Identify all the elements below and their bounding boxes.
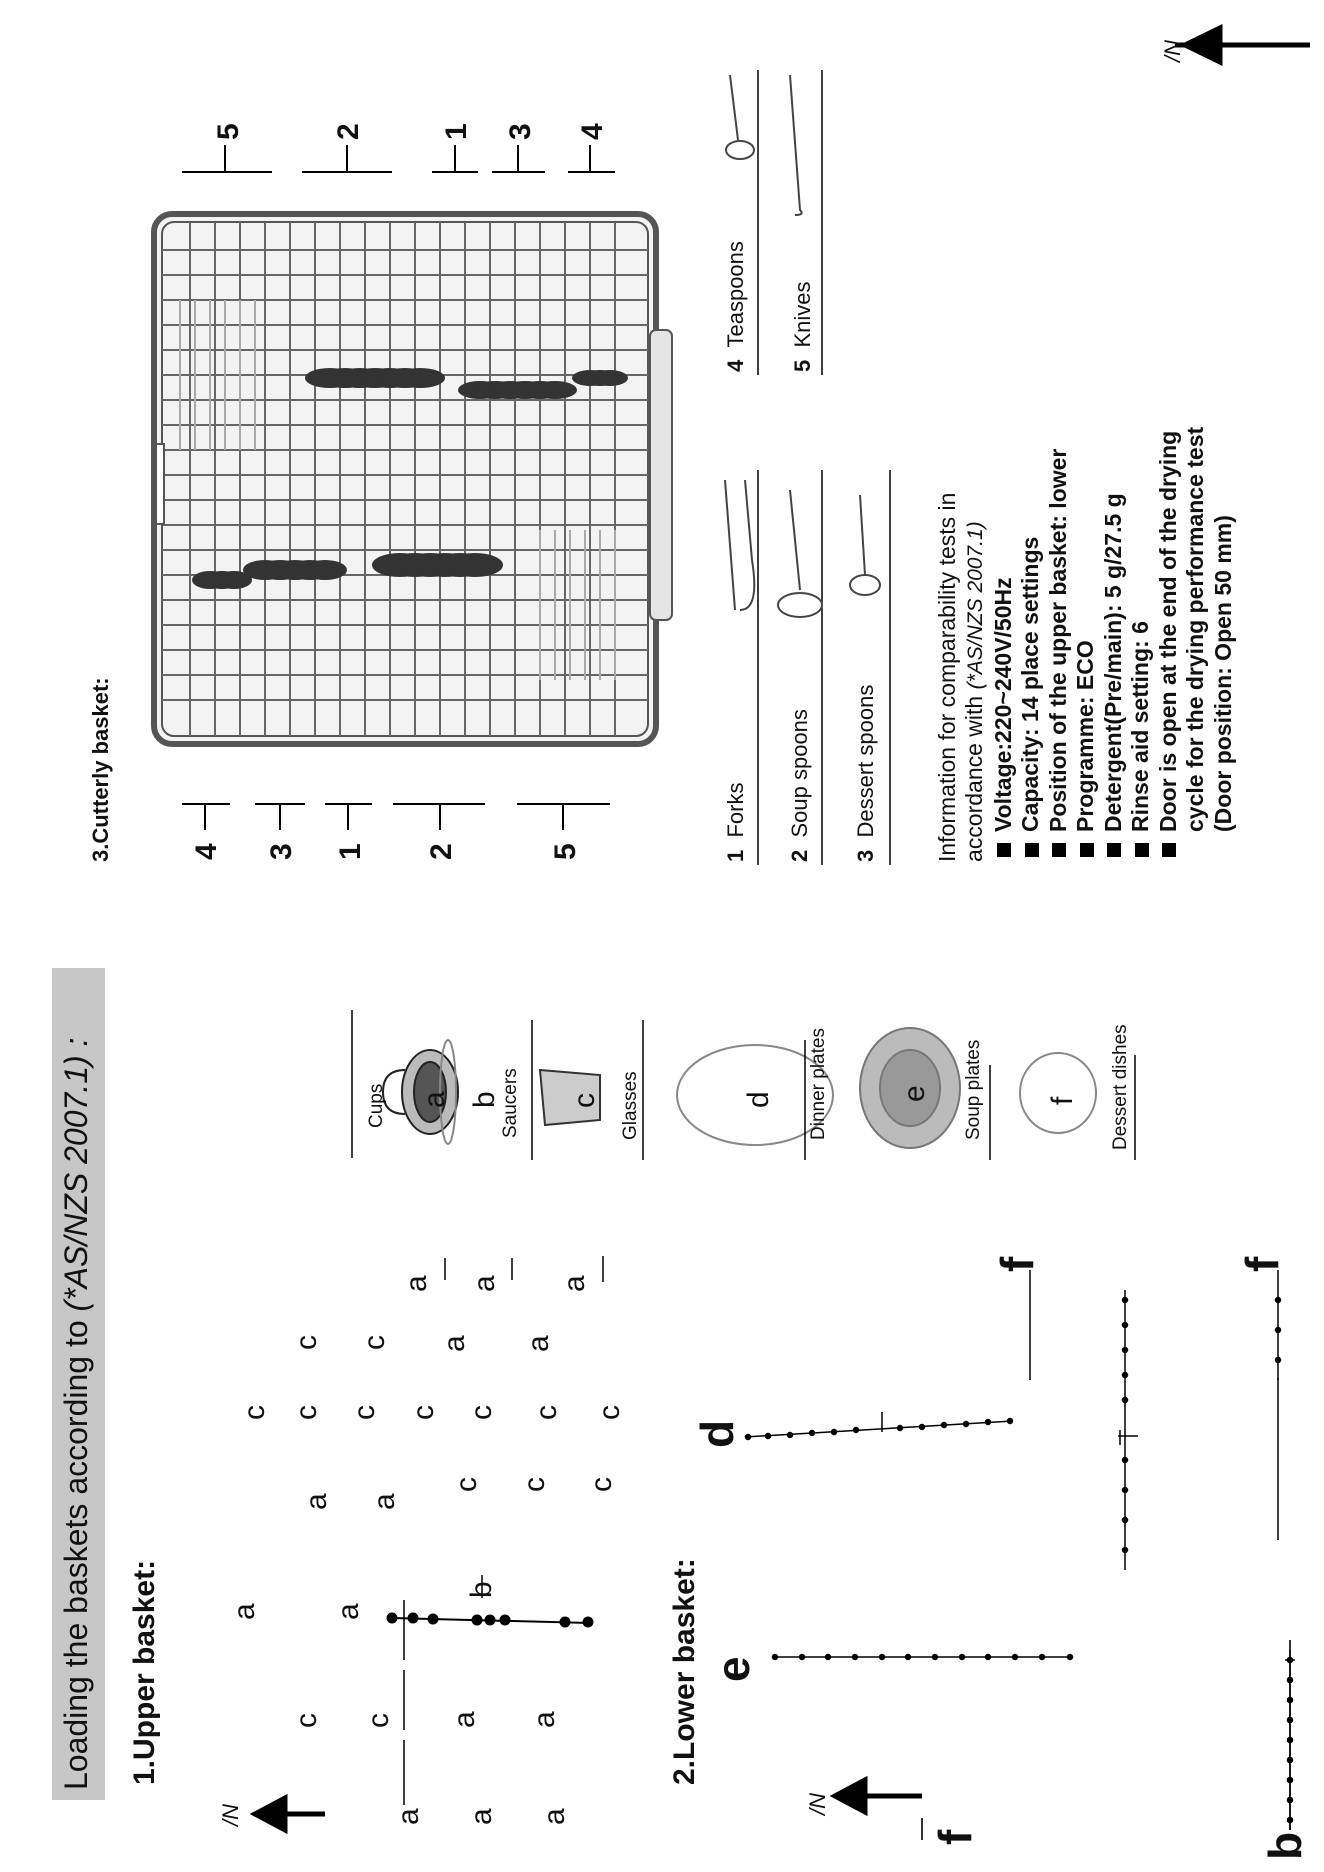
cutlery-legend-num: 4 — [723, 359, 748, 372]
cutlery-basket-heading: 3.Cutterly basket: — [88, 677, 113, 862]
cutlery-row-num-2: 2 — [425, 843, 458, 860]
upper-label-a: a — [468, 1275, 501, 1292]
info-bullet-voltage: Voltage:220~240V/50Hz — [990, 577, 1016, 832]
dish-legend-lines — [352, 1010, 1135, 1160]
legend-name-saucers: Saucers — [500, 1068, 521, 1138]
cutlery-row-num-3: 3 — [504, 123, 537, 140]
info-bullet-door-1: Door is open at the end of the drying — [1155, 430, 1181, 832]
upper-label-b: b — [465, 1581, 498, 1598]
title-prefix: Loading the baskets according to — [58, 1311, 94, 1790]
info-bullet-programme: Programme: ECO — [1072, 640, 1098, 832]
cutlery-row-num-1: 1 — [440, 123, 473, 140]
legend-letter-a: a — [418, 1091, 451, 1108]
upper-label-c: c — [407, 1405, 440, 1420]
cutlery-legend-name: Dessert spoons — [853, 684, 878, 838]
upper-rack — [388, 1614, 593, 1627]
lower-leaders-f — [1030, 1270, 1281, 1570]
lower-label-f: f — [1236, 1256, 1288, 1272]
upper-label-c: c — [290, 1405, 323, 1420]
cutlery-legend-knives — [790, 281, 816, 372]
upper-label-a: a — [558, 1275, 591, 1292]
cutlery-basket — [154, 214, 672, 744]
upper-label-c: c — [450, 1477, 483, 1492]
cutlery-legend-num: 2 — [787, 849, 812, 862]
legend-letter-e: e — [898, 1085, 931, 1102]
lower-basket-heading: 2.Lower basket: — [668, 1558, 701, 1785]
upper-label-c: c — [358, 1335, 391, 1350]
north-label-lower: /N — [805, 1793, 830, 1815]
upper-label-c: c — [348, 1405, 381, 1420]
info-bullet-upper-position: Position of the upper basket: lower — [1045, 448, 1071, 832]
cutlery-row-num-4: 4 — [576, 123, 609, 140]
cutlery-legend-name: Forks — [723, 782, 748, 838]
legend-letter-c: c — [568, 1093, 601, 1108]
info-line-1: Information for comparability tests in — [934, 492, 960, 862]
upper-label-a: a — [332, 1603, 365, 1620]
upper-label-c: c — [290, 1335, 323, 1350]
upper-label-c: c — [530, 1405, 563, 1420]
lower-rack-b-line — [1140, 1663, 1324, 1665]
upper-label-c: c — [585, 1477, 618, 1492]
info-bullet-door-2: cycle for the drying performance test — [1182, 426, 1208, 832]
info-bullets — [997, 843, 1176, 857]
upper-label-a: a — [400, 1275, 433, 1292]
north-arrow-lower — [835, 1780, 922, 1812]
upper-basket-heading: 1.Upper basket: — [128, 1559, 161, 1785]
legend-name-soup-plates: Soup plates — [963, 1039, 984, 1140]
b-rack-line-real — [1138, 1650, 1290, 1663]
info-line-2-ref: (*AS/NZS 2007.1) — [964, 521, 987, 690]
legend-letter-f: f — [1046, 1096, 1079, 1105]
upper-label-c: c — [518, 1477, 551, 1492]
b-rack-drawn-real — [1288, 1640, 1293, 1830]
cutlery-row-markers-top — [182, 145, 615, 172]
upper-label-a: a — [465, 1808, 498, 1825]
upper-label-a: a — [228, 1603, 261, 1620]
legend-name-cups: Cups — [366, 1083, 387, 1128]
cutlery-row-num-2: 2 — [332, 123, 365, 140]
upper-label-a: a — [528, 1711, 561, 1728]
info-bullet-door-3: (Door position: Open 50 mm) — [1210, 515, 1236, 832]
upper-label-a: a — [438, 1335, 471, 1352]
info-bullet-capacity: Capacity: 14 place settings — [1017, 536, 1043, 832]
upper-label-a: a — [538, 1808, 571, 1825]
cutlery-legend-dessert-spoons — [853, 685, 879, 862]
upper-label-a: a — [448, 1711, 481, 1728]
lower-rack-b — [1140, 1650, 1295, 1830]
lower-label-d: d — [691, 1419, 743, 1448]
legend-letter-d: d — [742, 1091, 775, 1108]
north-label-cutlery: /N — [1160, 40, 1185, 62]
legend-letter-b: b — [468, 1091, 501, 1108]
cutlery-row-num-4: 4 — [190, 843, 223, 860]
lower-label-e: e — [707, 1656, 759, 1682]
info-line-2 — [961, 521, 988, 862]
upper-label-c: c — [465, 1405, 498, 1420]
lower-label-f: f — [929, 1829, 981, 1845]
lower-rack-e — [773, 1655, 1073, 1660]
lower-rack-d — [745, 1412, 1013, 1440]
legend-name-dessert-dishes: Dessert dishes — [1110, 1024, 1131, 1150]
info-bullet-rinse-aid: Rinse aid setting: 6 — [1127, 621, 1153, 832]
upper-label-a: a — [522, 1335, 555, 1352]
legend-name-dinner-plates: Dinner plates — [808, 1028, 829, 1140]
cutlery-legend-name: Soup spoons — [787, 709, 812, 838]
north-arrow-cutlery — [1175, 28, 1310, 62]
lower-label-b: b — [1259, 1831, 1311, 1860]
upper-label-a: a — [392, 1808, 425, 1825]
cutlery-legend-soup-spoons — [787, 709, 813, 862]
cutlery-row-num-5: 5 — [549, 843, 582, 860]
north-label-upper: /N — [218, 1804, 243, 1826]
north-arrow-upper — [255, 1798, 325, 1830]
cutlery-row-num-3: 3 — [265, 843, 298, 860]
cutlery-legend-num: 1 — [723, 849, 748, 862]
info-line-2-prefix: accordance with — [961, 689, 987, 862]
info-bullet-detergent: Detergent(Pre/main): 5 g/27.5 g — [1100, 493, 1126, 832]
legend-name-glasses: Glasses — [620, 1071, 641, 1140]
title-standard: (*AS/NZS 2007.1) : — [58, 1037, 94, 1312]
upper-label-a: a — [368, 1493, 401, 1510]
cutlery-row-markers-bottom — [182, 804, 610, 830]
upper-label-c: c — [593, 1405, 626, 1420]
lower-label-f: f — [991, 1256, 1043, 1272]
cutlery-legend-num: 5 — [790, 359, 815, 372]
cutlery-legend-name: Teaspoons — [723, 241, 748, 348]
cutlery-legend-forks — [723, 783, 749, 862]
cutlery-row-num-5: 5 — [212, 123, 245, 140]
upper-label-c: c — [362, 1713, 395, 1728]
cutlery-legend-name: Knives — [790, 281, 815, 348]
cutlery-legend-teaspoons — [723, 241, 749, 372]
cutlery-row-num-1: 1 — [334, 843, 367, 860]
upper-leaders — [404, 1256, 603, 1805]
upper-label-c: c — [290, 1713, 323, 1728]
upper-label-c: c — [238, 1405, 271, 1420]
dessert-dish-icon — [1020, 1053, 1096, 1133]
cutlery-legend-num: 3 — [853, 849, 878, 862]
upper-label-a: a — [300, 1493, 333, 1510]
lower-rack-vertical — [1135, 1663, 1324, 1665]
